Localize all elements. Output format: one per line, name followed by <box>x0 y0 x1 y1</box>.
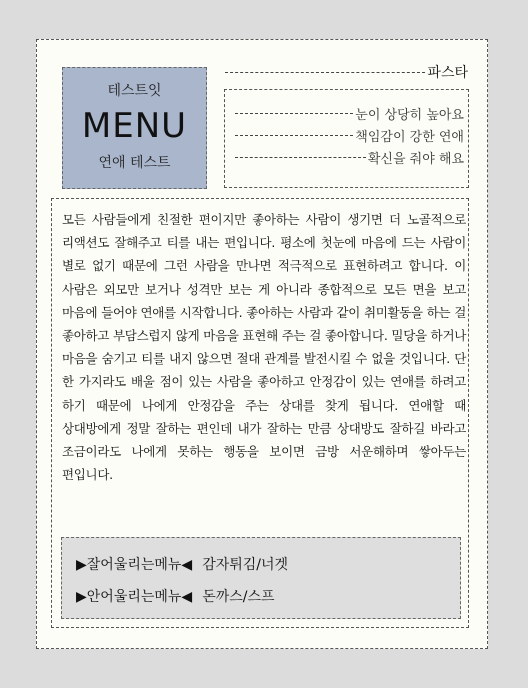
dashed-leader <box>225 72 425 73</box>
dashed-leader <box>235 157 366 158</box>
trait-label: 확신을 줘야 해요 <box>367 151 464 167</box>
dashed-leader <box>235 135 353 136</box>
menu-logo-box <box>62 67 207 189</box>
trait-label: 책임감이 강한 연애 <box>355 129 464 145</box>
good-match-value: 감자튀김/너겟 <box>202 557 289 573</box>
menu-box-top-text: 테스트잇 <box>107 83 162 99</box>
result-name: 파스타 <box>427 65 468 81</box>
recommendations-box <box>61 537 461 619</box>
good-match-label: ▶잘어울리는메뉴◀ <box>76 557 193 573</box>
bad-match-row <box>76 580 460 612</box>
trait-label: 눈이 상당히 높아요 <box>355 107 464 123</box>
bad-match-value: 돈까스/스프 <box>202 589 275 605</box>
menu-title: MENU <box>81 106 188 146</box>
dashed-leader <box>235 113 353 114</box>
bad-match-label: ▶안어울리는메뉴◀ <box>76 589 193 605</box>
result-card <box>36 39 488 649</box>
good-match-row <box>76 548 460 580</box>
result-name-line <box>225 60 468 84</box>
description-text: 모든 사람들에게 친절한 편이지만 좋아하는 사람이 생기면 더 노골적으로 리액션도 잘해주고 티를 내는 편입니다. 평소에 첫눈에 마음에 드는 사람이 별로 없기 때문에 그런 사람을 만나면 적극적으로 표현하려고 합니다. 이 사람은 외모만 보거나 성격만 보는 게 아니라 종합적으로 모든 면을 보고 마음에 들어야 연애를 시작합니다. 좋아하는 사람과 같이 취미활동을 하는 걸 좋아하고 부담스럽지 않게 마음을 표현해 주는 걸 좋아합니다. 밀당을 하거나 마음을 숨기고 티를 내지 않으면 절대 관계를 발전시킬 수 없을 것입니다. 단 한 가지라도 배울 점이 있는 사람을 좋아하고 안정감이 있는 연애를 하려고 하기 때문에 나에게 안정감을 주는 상대를 찾게 됩니다. 연애할 때 상대방에게 정말 잘하는 편인데 내가 잘하는 만큼 상대방도 잘하길 바라고 조금이라도 나에게 못하는 행동을 보이면 금방 서운해하며 쌓아두는 편입니다. <box>62 212 466 483</box>
description-box <box>51 198 469 628</box>
traits-box <box>224 89 469 188</box>
menu-box-bottom-text: 연애 테스트 <box>98 155 171 171</box>
trait-row <box>235 146 464 168</box>
trait-row <box>235 124 464 146</box>
trait-row <box>235 102 464 124</box>
